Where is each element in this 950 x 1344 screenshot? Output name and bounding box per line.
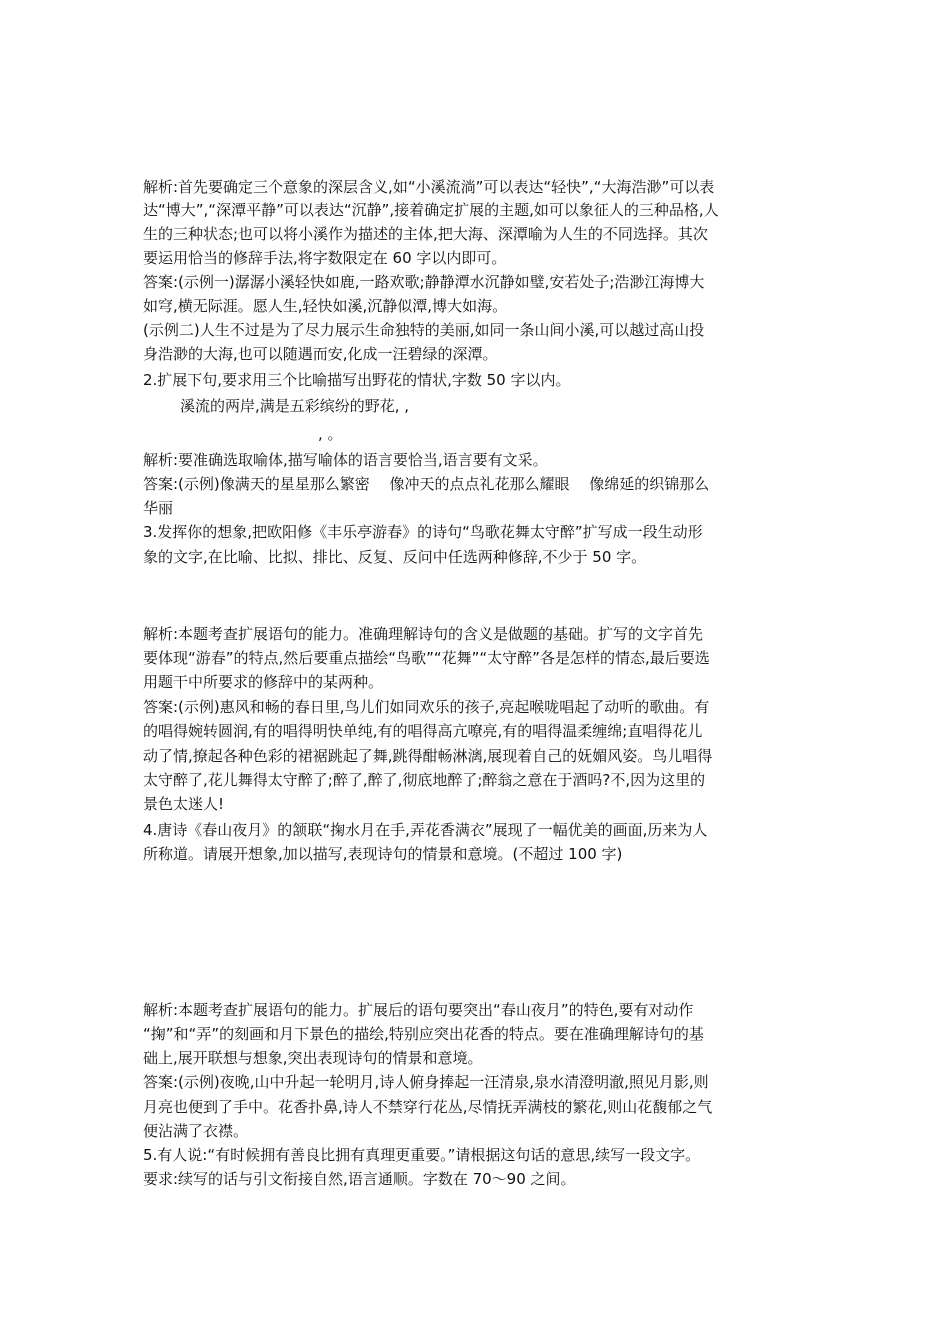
question-heading: 5.有人说:“有时候拥有善良比拥有真理更重要。”请根据这句话的意思,续写一段文字。 [143, 1146, 701, 1164]
text-line: 解析:要准确选取喻体,描写喻体的语言要恰当,语言要有文采。 [143, 451, 548, 469]
text-line: 如穹,横无际涯。愿人生,轻快如溪,沉静似潭,博大如海。 [143, 297, 508, 315]
text-line: 的唱得婉转圆润,有的唱得明快单纯,有的唱得高亢嘹亮,有的唱得温柔缠绵;直唱得花儿 [143, 722, 703, 740]
text-line: 答案:(示例)惠风和畅的春日里,鸟儿们如同欢乐的孩子,亮起喉咙唱起了动听的歌曲。有 [143, 698, 710, 716]
text-line: 所称道。请展开想象,加以描写,表现诗句的情景和意境。(不超过 100 字) [143, 845, 623, 863]
text-line: 答案:(示例)像满天的星星那么繁密 像冲天的点点礼花那么耀眼 像绵延的织锦那么 [143, 475, 710, 493]
text-line: 溪流的两岸,满是五彩缤纷的野花, , [180, 397, 410, 415]
text-line: 达“博大”,“深潭平静”可以表达“沉静”,接着确定扩展的主题,如可以象征人的三种品格,人 [143, 201, 719, 219]
text-line: 答案:(示例)夜晚,山中升起一轮明月,诗人俯身捧起一汪清泉,泉水清澄明澈,照见月影,则 [143, 1073, 709, 1091]
text-line: 便沾满了衣襟。 [143, 1122, 249, 1140]
question-heading: 4.唐诗《春山夜月》的颔联“掬水月在手,弄花香满衣”展现了一幅优美的画面,历来为人 [143, 821, 708, 839]
text-line: 动了情,撩起各种色彩的裙裾跳起了舞,跳得酣畅淋漓,展现着自己的妩媚风姿。鸟儿唱得 [143, 747, 713, 765]
text-line: 要运用恰当的修辞手法,将字数限定在 60 字以内即可。 [143, 249, 507, 267]
question-heading: 2.扩展下句,要求用三个比喻描写出野花的情状,字数 50 字以内。 [143, 371, 571, 389]
text-line: 础上,展开联想与想象,突出表现诗句的情景和意境。 [143, 1049, 483, 1067]
text-line: 要求:续写的话与引文衔接自然,语言通顺。字数在 70～90 之间。 [143, 1170, 576, 1188]
text-line: 解析:本题考查扩展语句的能力。扩展后的语句要突出“春山夜月”的特色,要有对动作 [143, 1001, 694, 1019]
text-line: 解析:首先要确定三个意象的深层含义,如“小溪流淌”可以表达“轻快”,“大海浩渺”可以表 [143, 178, 715, 196]
text-line: 解析:本题考查扩展语句的能力。准确理解诗句的含义是做题的基础。扩写的文字首先 [143, 625, 704, 643]
text-line: 景色太迷人! [143, 795, 225, 813]
text-line: 月亮也便到了手中。花香扑鼻,诗人不禁穿行花丛,尽情抚弄满枝的繁花,则山花馥郁之气 [143, 1098, 713, 1116]
text-line: 要体现“游春”的特点,然后要重点描绘“鸟歌”“花舞”“太守醉”各是怎样的情态,最后要选 [143, 649, 710, 667]
text-line: 答案:(示例一)潺潺小溪轻快如鹿,一路欢歌;静静潭水沉静如璧,安若处子;浩渺江海博大 [143, 273, 705, 291]
question-heading: 3.发挥你的想象,把欧阳修《丰乐亭游春》的诗句“鸟歌花舞太守醉”扩写成一段生动形 [143, 523, 703, 541]
text-line: 象的文字,在比喻、比拟、排比、反复、反问中任选两种修辞,不少于 50 字。 [143, 548, 647, 566]
text-line: 用题干中所要求的修辞中的某两种。 [143, 673, 384, 691]
text-line: 身浩渺的大海,也可以随遇而安,化成一汪碧绿的深潭。 [143, 345, 498, 363]
text-line: 生的三种状态;也可以将小溪作为描述的主体,把大海、深潭喻为人生的不同选择。其次 [143, 225, 708, 243]
text-line: “掬”和“弄”的刻画和月下景色的描绘,特别应突出花香的特点。要在准确理解诗句的基 [143, 1025, 704, 1043]
text-line: (示例二)人生不过是为了尽力展示生命独特的美丽,如同一条山间小溪,可以越过高山投 [143, 321, 705, 339]
text-line: 太守醉了,花儿舞得太守醉了;醉了,醉了,彻底地醉了;醉翁之意在于酒吗?不,因为这里的 [143, 771, 706, 789]
text-line: , 。 [318, 425, 343, 443]
text-line: 华丽 [143, 499, 174, 517]
